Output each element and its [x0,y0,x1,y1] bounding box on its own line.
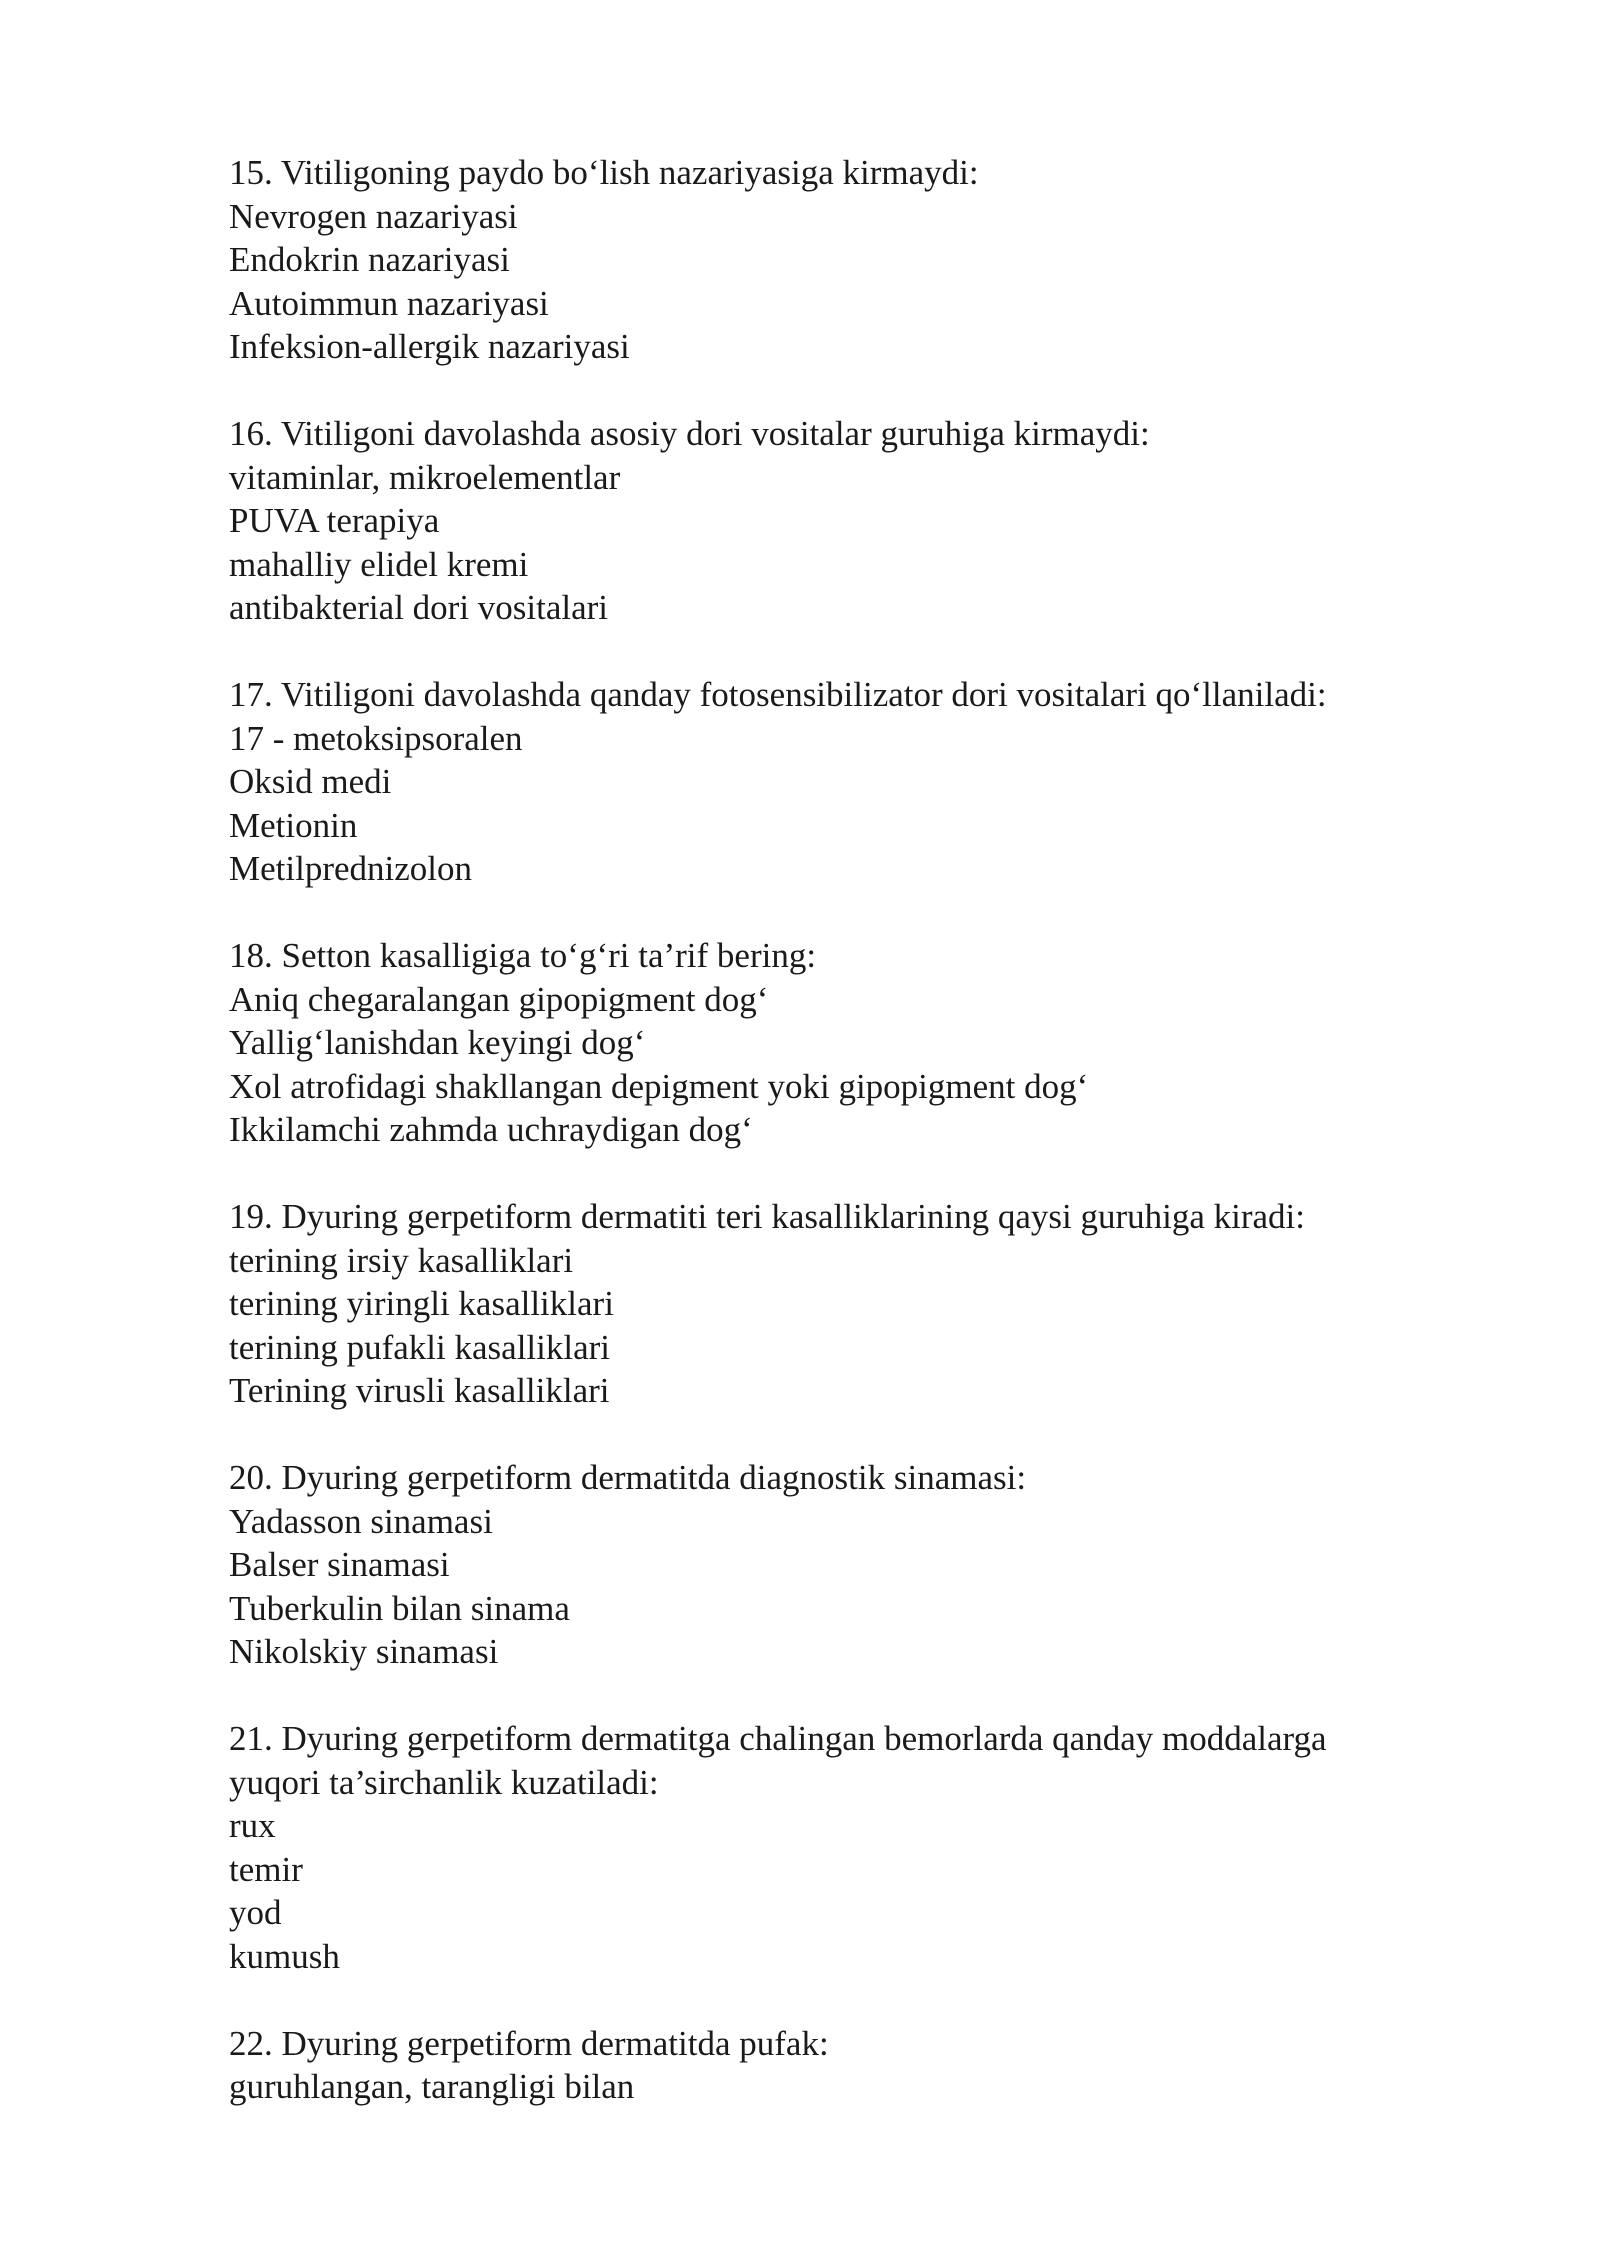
answer-option: Balser sinamasi [229,1545,450,1584]
answer-option: terining yiringli kasalliklari [229,1284,614,1323]
question-19 [229,1195,1529,1413]
question-22 [229,2022,1529,2109]
question-text: 16. Vitiligoni davolashda asosiy dori vositalar guruhiga kirmaydi: [229,414,1150,453]
answer-option: terining pufakli kasalliklari [229,1327,611,1367]
answer-option: vitaminlar, mikroelementlar [229,457,621,497]
question-text: 19. Dyuring gerpetiform dermatiti teri kasalliklarining qaysi guruhiga kiradi: [229,1197,1305,1236]
question-15 [229,151,1529,369]
answer-option: Xol atrofidagi shakllangan depigment yoki gipopigment dog‘ [229,1066,1089,1106]
answer-option: Metionin [229,805,358,845]
answer-option: Yallig‘lanishdan keyingi dog‘ [229,1023,646,1062]
answer-option: antibakterial dori vositalari [229,588,609,627]
question-20 [229,1456,1529,1674]
answer-option: rux [229,1806,276,1845]
answer-option: Nikolskiy sinamasi [229,1632,499,1671]
answer-option: Endokrin nazariyasi [229,240,510,279]
question-text: 17. Vitiligoni davolashda qanday fotosensibilizator dori vositalari qo‘llaniladi: [229,675,1327,714]
answer-option: Ikkilamchi zahmda uchraydigan dog‘ [229,1110,753,1149]
answer-option: PUVA terapiya [229,501,440,540]
answer-option: Aniq chegaralangan gipopigment dog‘ [229,979,769,1019]
answer-option: kumush [229,1936,340,1976]
answer-option: guruhlangan, tarangligi bilan [229,2067,635,2106]
question-text: 20. Dyuring gerpetiform dermatitda diagnostik sinamasi: [229,1458,1027,1497]
answer-option: Terining virusli kasalliklari [229,1371,610,1410]
question-21 [229,1717,1529,1978]
question-text: 18. Setton kasalligiga to‘g‘ri ta’rif bering: [229,936,817,975]
answer-option: Infeksion-allergik nazariyasi [229,327,630,366]
question-text: 21. Dyuring gerpetiform dermatitga chalingan bemorlarda qanday moddalarga [229,1719,1327,1758]
question-17 [229,673,1529,891]
answer-option: Autoimmun nazariyasi [229,283,549,323]
answer-option: temir [229,1849,303,1889]
document-page [229,151,1529,2152]
answer-option: 17 - metoksipsoralen [229,718,523,758]
question-text: 22. Dyuring gerpetiform dermatitda pufak: [229,2023,829,2063]
answer-option: Metilprednizolon [229,849,473,888]
answer-option: Tuberkulin bilan sinama [229,1588,570,1628]
question-text: 15. Vitiligoning paydo bo‘lish nazariyasiga kirmaydi: [229,153,979,192]
question-18 [229,934,1529,1152]
answer-option: terining irsiy kasalliklari [229,1240,574,1280]
answer-option: Yadasson sinamasi [229,1501,493,1541]
answer-option: yod [229,1893,282,1932]
question-text-continued: yuqori ta’sirchanlik kuzatiladi: [229,1762,659,1802]
answer-option: Nevrogen nazariyasi [229,196,518,236]
answer-option: Oksid medi [229,762,392,801]
answer-option: mahalliy elidel kremi [229,544,529,584]
question-16 [229,412,1529,630]
